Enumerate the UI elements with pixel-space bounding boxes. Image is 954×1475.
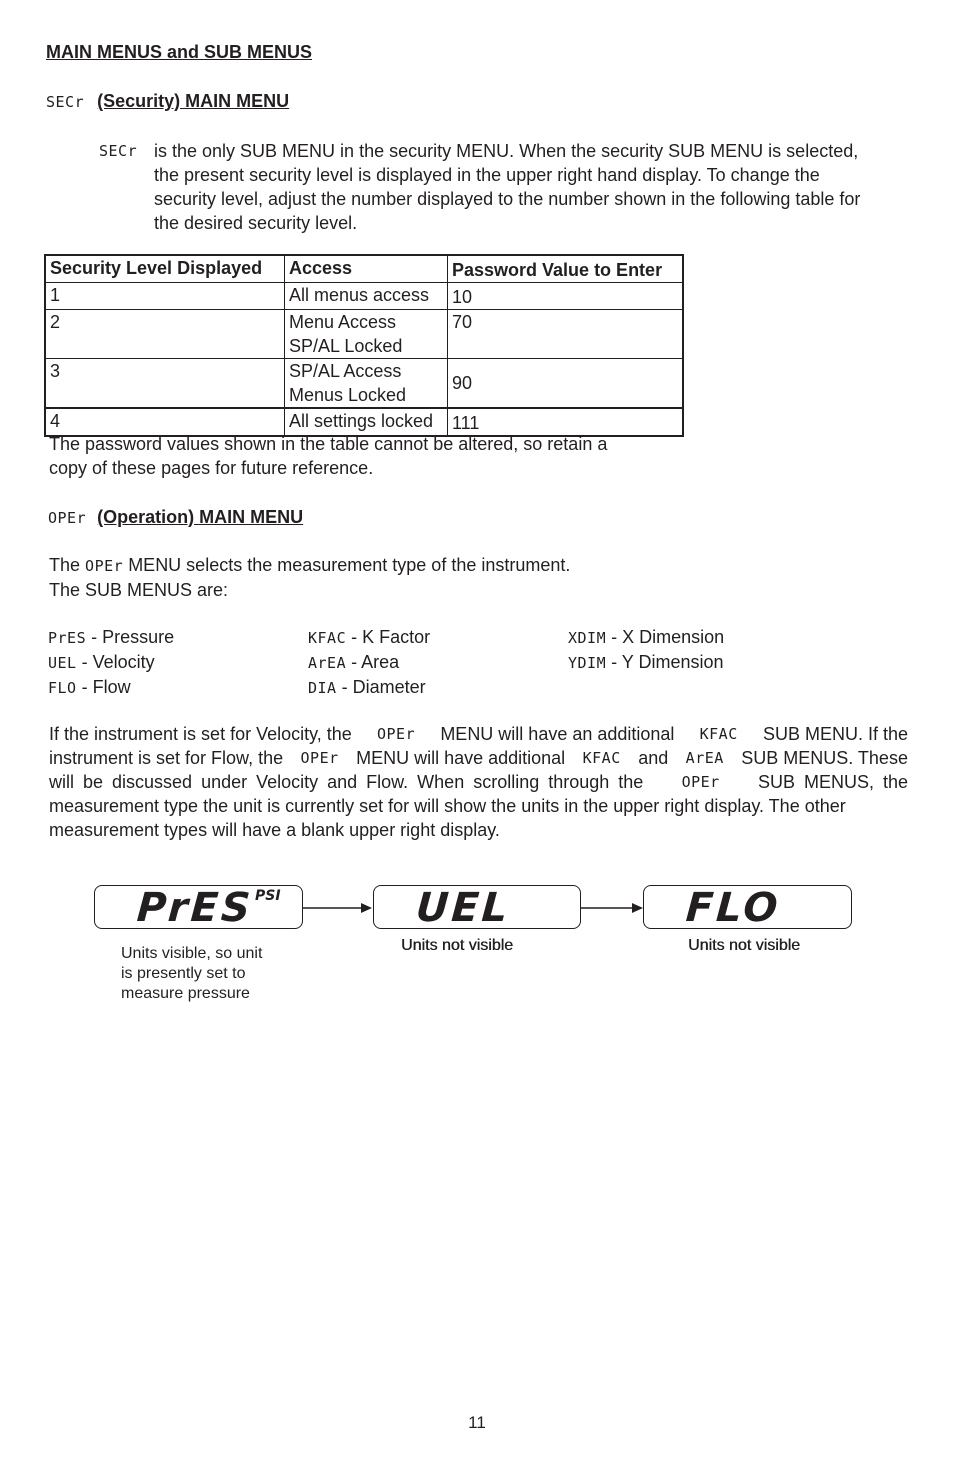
caption-line: measure pressure	[121, 985, 250, 1002]
access-line: SP/AL Locked	[289, 336, 403, 356]
security-note	[49, 432, 607, 480]
para-line	[49, 770, 908, 794]
intro-code: OPEr	[85, 557, 124, 575]
submenu-label: - Diameter	[341, 677, 426, 697]
submenu-code: UEL	[48, 654, 77, 672]
table-cell-password: 111	[448, 408, 684, 436]
submenu-code: FLO	[48, 679, 77, 697]
submenu-label: - Area	[351, 652, 400, 672]
lcd-text: FLO	[684, 885, 782, 931]
security-section-title	[46, 91, 289, 112]
table-cell-level: 2	[45, 310, 285, 359]
table-row	[45, 310, 683, 359]
submenu-code: ArEA	[308, 654, 347, 672]
submenu-code: XDIM	[568, 629, 607, 647]
caption-line: is presently set to	[121, 965, 246, 982]
caption-line: Units visible, so unit	[121, 945, 263, 962]
table-cell-access	[285, 310, 448, 359]
arrow-icon	[581, 898, 644, 918]
submenu-item	[48, 675, 174, 700]
table-cell-password: 10	[448, 283, 684, 310]
caption-flow: Units not visible	[688, 937, 801, 954]
para-text: SUB MENUS, the	[757, 772, 908, 792]
operation-title: (Operation) MAIN MENU	[97, 507, 304, 527]
para-line: measurement type the unit is currently set for will show the units in the upper right display. The other	[49, 796, 846, 816]
intro-text: MENU selects the measurement type of the instrument.	[128, 555, 571, 575]
table-cell-access	[285, 359, 448, 409]
security-para-line: the desired security level.	[154, 213, 358, 233]
submenu-column-2	[308, 625, 430, 700]
operation-code: OPEr	[48, 509, 87, 527]
page-heading: MAIN MENUS and SUB MENUS	[46, 42, 313, 62]
para-text: will be discussed under Velocity and Flow. When scrolling through the	[49, 772, 644, 792]
access-line: SP/AL Access	[289, 361, 402, 381]
para-code: OPEr	[300, 749, 339, 767]
caption-velocity: Units not visible	[401, 937, 514, 954]
para-text: MENU will have an additional	[440, 724, 675, 744]
para-code: OPEr	[377, 725, 416, 743]
table-cell-password: 90	[448, 359, 684, 409]
lcd-display-flow	[643, 885, 852, 929]
para-line: measurement types will have a blank upper right display.	[49, 820, 500, 840]
submenu-label: - K Factor	[351, 627, 431, 647]
intro-line: The SUB MENUS are:	[49, 580, 229, 600]
lcd-display-velocity	[373, 885, 581, 929]
security-para-line: is the only SUB MENU in the security MENU. When the security SUB MENU is selected,	[154, 141, 859, 161]
access-line: Menu Access	[289, 312, 397, 332]
access-line: Menus Locked	[289, 385, 407, 405]
security-level-table	[44, 254, 684, 437]
submenu-item	[48, 625, 174, 650]
table-header: Access	[285, 255, 448, 283]
submenu-label: - Y Dimension	[611, 652, 724, 672]
lcd-text: PrES	[135, 885, 255, 931]
security-code: SECr	[46, 93, 85, 111]
operation-paragraph	[49, 722, 908, 842]
security-para-line: security level, adjust the number displayed to the number shown in the following table for	[154, 189, 861, 209]
para-code: KFAC	[699, 725, 738, 743]
table-header-row	[45, 255, 683, 283]
table-row	[45, 359, 683, 409]
submenu-code: PrES	[48, 629, 87, 647]
table-cell-level: 1	[45, 283, 285, 310]
para-line	[49, 722, 908, 746]
submenu-column-1	[48, 625, 174, 700]
para-text: SUB MENUS. These	[741, 748, 908, 768]
table-cell-level: 4	[45, 408, 285, 436]
submenu-label: - Velocity	[81, 652, 155, 672]
note-line: The password values shown in the table cannot be altered, so retain a	[49, 434, 608, 454]
note-line: copy of these pages for future reference.	[49, 458, 374, 478]
para-text: If the instrument is set for Velocity, the	[49, 724, 352, 744]
para-code: OPEr	[681, 773, 720, 791]
submenu-item	[568, 625, 724, 650]
security-para-code: SECr	[99, 142, 138, 160]
table-header: Security Level Displayed	[45, 255, 285, 283]
para-code: ArEA	[685, 749, 724, 767]
page-number: 11	[468, 1413, 486, 1432]
arrow-icon	[303, 898, 373, 918]
operation-intro	[49, 553, 570, 602]
para-code: KFAC	[582, 749, 621, 767]
table-cell-access: All menus access	[285, 283, 448, 310]
lcd-unit: PSI	[255, 888, 281, 904]
table-row	[45, 283, 683, 310]
submenu-column-3	[568, 625, 724, 675]
para-line	[49, 746, 908, 770]
intro-text: The	[49, 555, 81, 575]
submenu-item	[308, 625, 430, 650]
table-cell-access: All settings locked	[285, 408, 448, 436]
lcd-text: UEL	[414, 885, 512, 931]
submenu-item	[308, 675, 430, 700]
para-text: MENU will have additional	[356, 748, 566, 768]
security-para-line: the present security level is displayed in the upper right hand display. To change the	[154, 165, 820, 185]
security-title: (Security) MAIN MENU	[97, 91, 290, 111]
submenu-code: DIA	[308, 679, 337, 697]
table-cell-level: 3	[45, 359, 285, 409]
table-header: Password Value to Enter	[448, 255, 684, 283]
para-text: SUB MENU. If the	[762, 724, 908, 744]
intro-line	[49, 553, 570, 578]
para-text: instrument is set for Flow, the	[49, 748, 284, 768]
submenu-item	[568, 650, 724, 675]
security-paragraph	[154, 139, 914, 235]
table-cell-password: 70	[448, 310, 684, 359]
lcd-display-pressure	[94, 885, 303, 929]
submenu-code: KFAC	[308, 629, 347, 647]
submenu-item	[48, 650, 174, 675]
submenu-label: - Flow	[81, 677, 131, 697]
submenu-code: YDIM	[568, 654, 607, 672]
para-text: and	[638, 748, 669, 768]
submenu-label: - Pressure	[91, 627, 175, 647]
caption-pressure	[121, 944, 262, 1004]
submenu-label: - X Dimension	[611, 627, 725, 647]
submenu-item	[308, 650, 430, 675]
operation-section-title	[48, 507, 303, 528]
